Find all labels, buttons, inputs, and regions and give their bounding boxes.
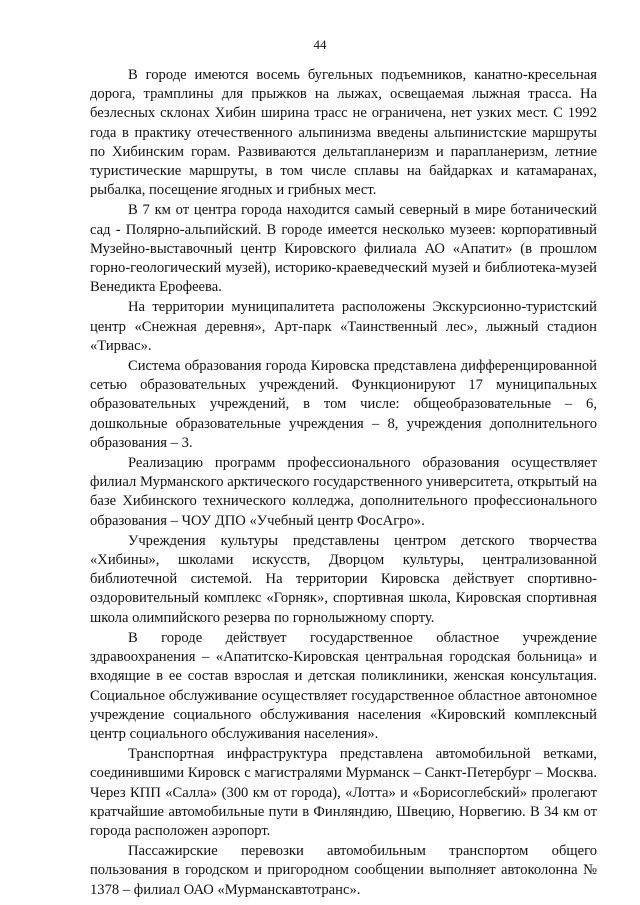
paragraph-professional-education: Реализацию программ профессионального образования осуществляет филиал Мурманского арктического государственного университета, открытый на базе Хибинского технического колледжа, дополнительного профессионального образования – ЧОУ ДПО «Учебный центр ФосАгро».: [90, 455, 597, 529]
paragraph-passenger-transport: Пассажирские перевозки автомобильным транспортом общего пользования в городском и пригородном сообщении выполняет автоколонна № 1378 – филиал ОАО «Мурманскавтотранс».: [90, 843, 597, 898]
paragraph-tourist-centers: На территории муниципалитета расположены Экскурсионно-туристский центр «Снежная деревня», Арт-парк «Таинственный лес», лыжный стадион «Тирвас».: [90, 299, 597, 354]
paragraph-transport: Транспортная инфраструктура представлена автомобильной ветками, соединившими Кировск с магистралями Мурманск – Санкт-Петербург – Москва. Через КПП «Салла» (300 км от города), «Лотта» и «Борисоглебский» пролегают кратчайшие автомобильные пути в Финляндию, Швецию, Норвегию. В 34 км от города расположен аэропорт.: [90, 746, 597, 839]
paragraph-healthcare: В городе действует государственное областное учреждение здравоохранения – «Апатитско-Кировская центральная городская больница» и входящие в ее состав взрослая и детская поликлиники, женская консультация. Социальное обслуживание осуществляет государственное областное автономное учреждение социального обслуживания населения «Кировский комплексный центр социального обслуживания населения».: [90, 629, 597, 742]
paragraph-education-system: Система образования города Кировска представлена дифференцированной сетью образовательных учреждений. Функционируют 17 муниципальных образовательных учреждений, в том числе: общеобразовательные – 6, дошкольные образовательные учреждения – 8, учреждения дополнительного образования – 3.: [90, 358, 597, 451]
paragraph-botanical-garden-museums: В 7 км от центра города находится самый северный в мире ботанический сад - Полярно-альпийский. В городе имеется несколько музеев: корпоративный Музейно-выставочный центр Кировского филиала АО «Апатит» (в прошлом горно-геологический музей), историко-краеведческий музей и библиотека-музей Венедикта Ерофеева.: [90, 202, 597, 296]
body-text: [90, 66, 597, 901]
page-number: 44: [313, 37, 327, 52]
paragraph-ski-infrastructure: В городе имеются восемь бугельных подъемников, канатно-кресельная дорога, трамплины для прыжков на лыжах, освещаемая лыжная трасса. На безлесных склонах Хибин ширина трасс не ограничена, нет узких мест. С 1992 года в практику отечественного альпинизма введены альпинистские маршруты по Хибинским горам. Развиваются дельтапланеризм и парапланеризм, летние туристические маршруты, в том числе сплавы на байдарках и катамаранах, рыбалка, посещение ягодных и грибных мест.: [90, 67, 597, 199]
paragraph-culture: Учреждения культуры представлены центром детского творчества «Хибины», школами искусств, Дворцом культуры, централизованной библиотечной системой. На территории Кировска действует спортивно-оздоровительный комплекс «Горняк», спортивная школа, Кировская спортивная школа олимпийского резерва по горнолыжному спорту.: [90, 532, 597, 626]
